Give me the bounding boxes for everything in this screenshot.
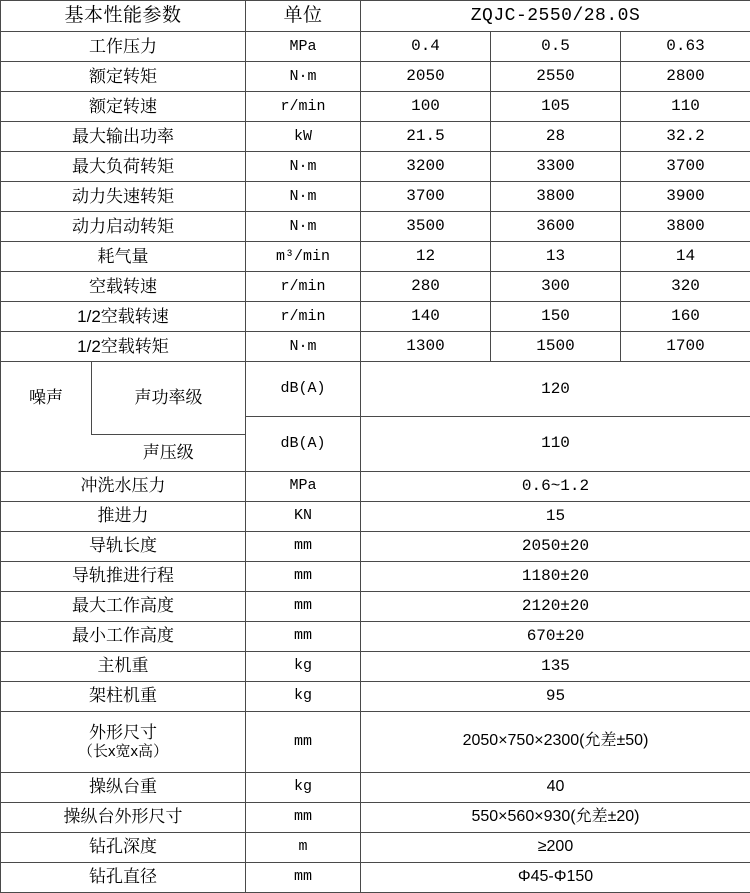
row-value-2: 28 bbox=[491, 122, 621, 152]
row-value-1: 3700 bbox=[361, 182, 491, 212]
row-unit: N·m bbox=[246, 62, 361, 92]
noise-row-value-pressure: 110 bbox=[361, 416, 750, 471]
row-unit: MPa bbox=[246, 471, 361, 501]
row-unit: mm bbox=[246, 591, 361, 621]
row-value: 1180±20 bbox=[361, 561, 750, 591]
row-value-1: 3500 bbox=[361, 212, 491, 242]
row-value-3: 1700 bbox=[621, 332, 750, 362]
row-name: 最小工作高度 bbox=[1, 621, 246, 651]
row-unit: r/min bbox=[246, 92, 361, 122]
table-row bbox=[1, 531, 750, 561]
noise-row-value-power: 120 bbox=[361, 362, 750, 417]
row-value-2: 105 bbox=[491, 92, 621, 122]
row-value-2: 3800 bbox=[491, 182, 621, 212]
row-value-2: 300 bbox=[491, 272, 621, 302]
table-row bbox=[1, 182, 750, 212]
row-unit: KN bbox=[246, 501, 361, 531]
table-row bbox=[1, 62, 750, 92]
table-row bbox=[1, 621, 750, 651]
row-value-3: 3800 bbox=[621, 212, 750, 242]
row-value-1: 3200 bbox=[361, 152, 491, 182]
row-value-dimensions: 2050×750×2300(允差±50) bbox=[361, 711, 750, 772]
table-row-dimensions bbox=[1, 711, 750, 772]
row-value: 550×560×930(允差±20) bbox=[361, 802, 750, 832]
row-name: 1/2空载转矩 bbox=[1, 332, 246, 362]
row-name: 推进力 bbox=[1, 501, 246, 531]
table-row bbox=[1, 591, 750, 621]
row-value: 15 bbox=[361, 501, 750, 531]
table-row bbox=[1, 651, 750, 681]
table-row bbox=[1, 501, 750, 531]
row-name: 最大负荷转矩 bbox=[1, 152, 246, 182]
row-value-3: 14 bbox=[621, 242, 750, 272]
row-name: 导轨长度 bbox=[1, 531, 246, 561]
noise-row-unit-pressure: dB(A) bbox=[246, 416, 361, 471]
table-row bbox=[1, 242, 750, 272]
noise-group-label: 噪声 bbox=[1, 362, 92, 434]
row-name: 最大工作高度 bbox=[1, 591, 246, 621]
row-value-3: 2800 bbox=[621, 62, 750, 92]
row-name: 架柱机重 bbox=[1, 681, 246, 711]
row-name: 额定转速 bbox=[1, 92, 246, 122]
table-row bbox=[1, 152, 750, 182]
table-row bbox=[1, 332, 750, 362]
row-value-2: 13 bbox=[491, 242, 621, 272]
row-value-3: 3700 bbox=[621, 152, 750, 182]
row-value-2: 3600 bbox=[491, 212, 621, 242]
row-name-dimensions-sub: （长x宽x高） bbox=[1, 743, 245, 760]
table-row bbox=[1, 471, 750, 501]
row-name: 主机重 bbox=[1, 651, 246, 681]
table-row bbox=[1, 561, 750, 591]
row-value-1: 100 bbox=[361, 92, 491, 122]
row-name: 1/2空载转速 bbox=[1, 302, 246, 332]
row-name: 钻孔直径 bbox=[1, 862, 246, 892]
row-name: 额定转矩 bbox=[1, 62, 246, 92]
row-value: 2120±20 bbox=[361, 591, 750, 621]
row-value: 40 bbox=[361, 772, 750, 802]
row-unit: kW bbox=[246, 122, 361, 152]
noise-row-name-power: 声功率级 bbox=[92, 362, 246, 434]
table-row bbox=[1, 212, 750, 242]
row-value-3: 0.63 bbox=[621, 32, 750, 62]
row-unit: mm bbox=[246, 621, 361, 651]
row-name: 操纵台重 bbox=[1, 772, 246, 802]
row-name: 动力启动转矩 bbox=[1, 212, 246, 242]
table-row bbox=[1, 32, 750, 62]
row-value: 670±20 bbox=[361, 621, 750, 651]
noise-group-cell bbox=[1, 362, 246, 472]
row-value-3: 320 bbox=[621, 272, 750, 302]
row-value: ≥200 bbox=[361, 832, 750, 862]
row-value-1: 1300 bbox=[361, 332, 491, 362]
table-row bbox=[1, 681, 750, 711]
row-name: 冲洗水压力 bbox=[1, 471, 246, 501]
table-row bbox=[1, 92, 750, 122]
row-value-2: 1500 bbox=[491, 332, 621, 362]
row-value-3: 110 bbox=[621, 92, 750, 122]
row-value-2: 0.5 bbox=[491, 32, 621, 62]
row-unit: MPa bbox=[246, 32, 361, 62]
row-unit: mm bbox=[246, 531, 361, 561]
noise-row-name-pressure: 声压级 bbox=[92, 434, 246, 471]
row-value-2: 150 bbox=[491, 302, 621, 332]
table-row bbox=[1, 802, 750, 832]
row-value-1: 140 bbox=[361, 302, 491, 332]
header-unit-label: 单位 bbox=[246, 1, 361, 32]
row-unit: kg bbox=[246, 681, 361, 711]
row-name: 动力失速转矩 bbox=[1, 182, 246, 212]
row-value: 95 bbox=[361, 681, 750, 711]
row-unit: N·m bbox=[246, 212, 361, 242]
table-row bbox=[1, 862, 750, 892]
row-unit: mm bbox=[246, 561, 361, 591]
header-param-label: 基本性能参数 bbox=[1, 1, 246, 32]
row-value-2: 2550 bbox=[491, 62, 621, 92]
row-unit-dimensions: mm bbox=[246, 711, 361, 772]
table-row bbox=[1, 122, 750, 152]
row-value-3: 3900 bbox=[621, 182, 750, 212]
row-unit: m³/min bbox=[246, 242, 361, 272]
row-unit: r/min bbox=[246, 272, 361, 302]
row-name-dimensions bbox=[1, 711, 246, 772]
row-value-1: 21.5 bbox=[361, 122, 491, 152]
row-value-1: 12 bbox=[361, 242, 491, 272]
row-unit: N·m bbox=[246, 152, 361, 182]
row-unit: kg bbox=[246, 772, 361, 802]
table-row bbox=[1, 772, 750, 802]
row-unit: N·m bbox=[246, 182, 361, 212]
row-name: 操纵台外形尺寸 bbox=[1, 802, 246, 832]
row-name-dimensions-main: 外形尺寸 bbox=[89, 723, 157, 742]
row-value: 135 bbox=[361, 651, 750, 681]
row-name: 最大输出功率 bbox=[1, 122, 246, 152]
row-unit: kg bbox=[246, 651, 361, 681]
row-value-1: 0.4 bbox=[361, 32, 491, 62]
row-unit: mm bbox=[246, 862, 361, 892]
row-value-3: 160 bbox=[621, 302, 750, 332]
table-row bbox=[1, 832, 750, 862]
row-unit: m bbox=[246, 832, 361, 862]
row-name: 导轨推进行程 bbox=[1, 561, 246, 591]
row-unit: N·m bbox=[246, 332, 361, 362]
row-name: 钻孔深度 bbox=[1, 832, 246, 862]
row-name: 耗气量 bbox=[1, 242, 246, 272]
row-value-1: 280 bbox=[361, 272, 491, 302]
table-row-noise-power bbox=[1, 362, 750, 417]
row-value: Φ45-Φ150 bbox=[361, 862, 750, 892]
row-name: 工作压力 bbox=[1, 32, 246, 62]
row-unit: mm bbox=[246, 802, 361, 832]
table-row bbox=[1, 302, 750, 332]
row-value: 2050±20 bbox=[361, 531, 750, 561]
row-value-1: 2050 bbox=[361, 62, 491, 92]
row-unit: r/min bbox=[246, 302, 361, 332]
table-row bbox=[1, 272, 750, 302]
table-header-row bbox=[1, 1, 750, 32]
row-name: 空载转速 bbox=[1, 272, 246, 302]
row-value-3: 32.2 bbox=[621, 122, 750, 152]
row-value: 0.6~1.2 bbox=[361, 471, 750, 501]
row-value-2: 3300 bbox=[491, 152, 621, 182]
noise-row-unit-power: dB(A) bbox=[246, 362, 361, 417]
header-model-label: ZQJC-2550/28.0S bbox=[361, 1, 750, 32]
